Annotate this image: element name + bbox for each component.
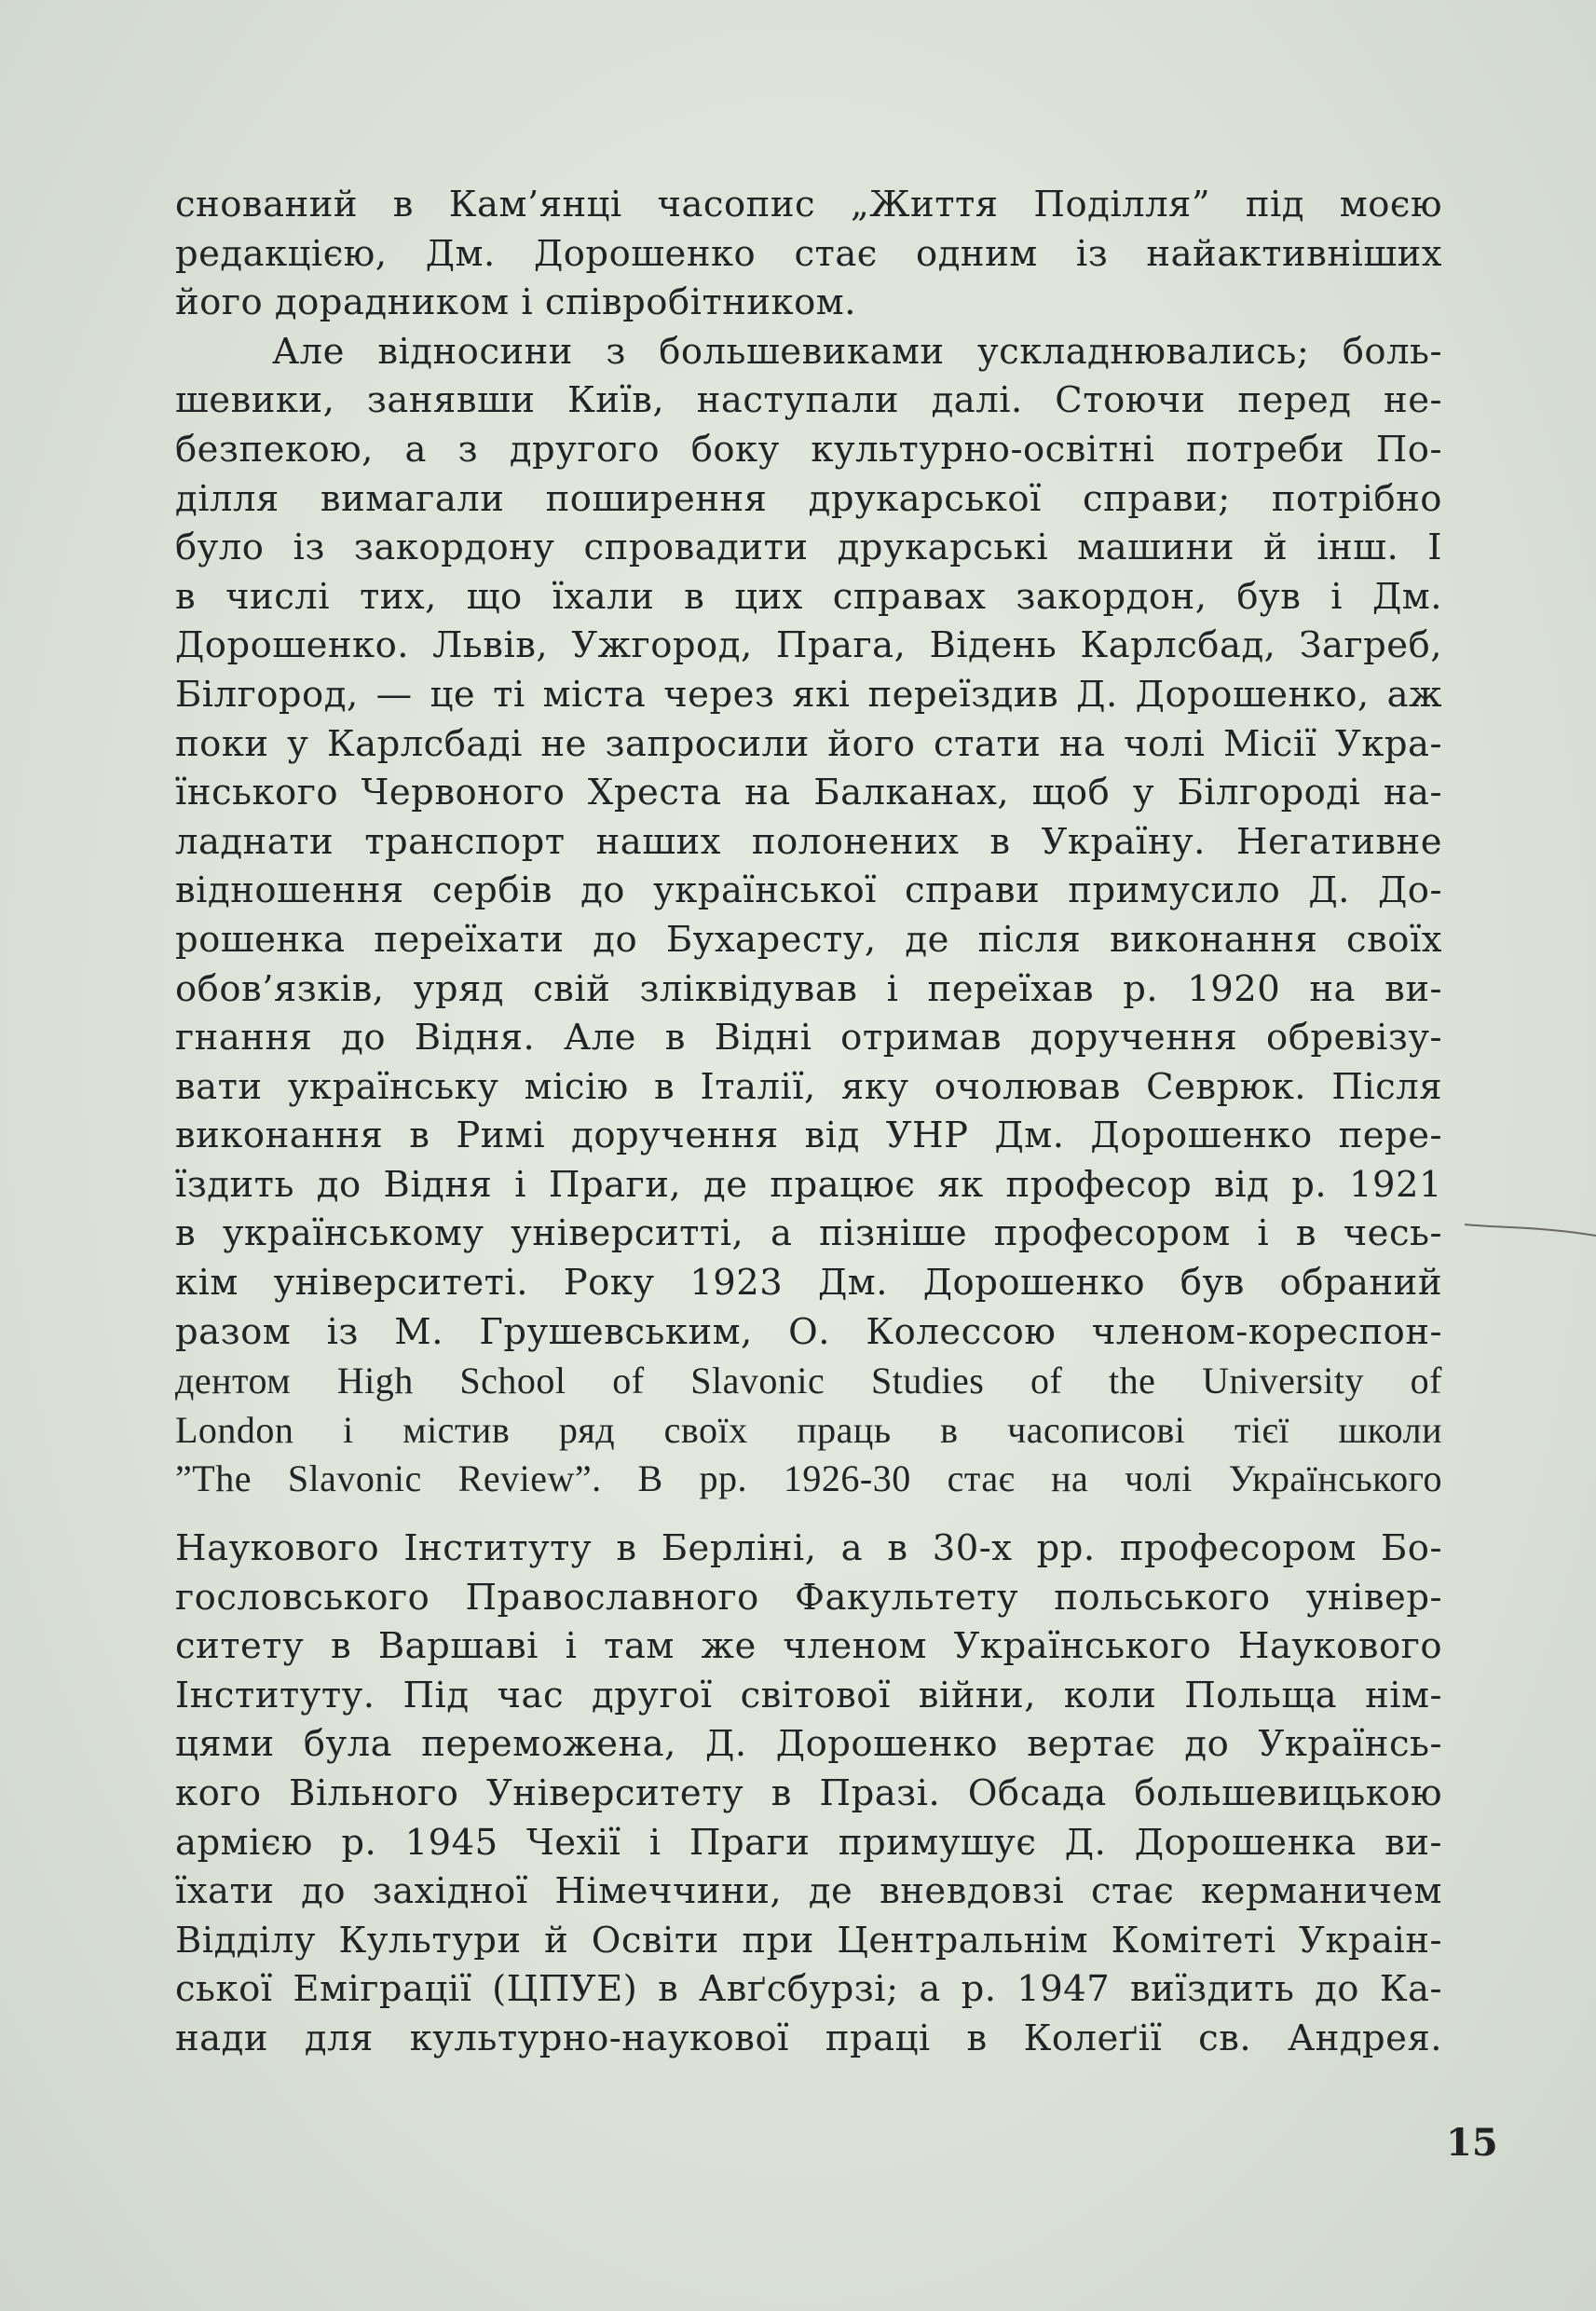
text-line: вати українську місію в Італії, яку очолював Севрюк. Після <box>175 1065 1442 1108</box>
text-line: обов’язків, уряд свій зліквідував і переїхав р. 1920 на ви- <box>175 967 1442 1010</box>
text-line: Але відносини з большевиками ускладнювались; боль- <box>272 330 1442 373</box>
paper-crack-mark <box>1465 1215 1596 1243</box>
text-line: Відділу Культури й Освіти при Центральнім Комітеті Украін- <box>175 1919 1442 1962</box>
line-gap <box>175 1504 1442 1525</box>
text-line: їнського Червоного Хреста на Балканах, щоб у Білгороді на- <box>175 772 1442 814</box>
page-number: 15 <box>1446 2121 1498 2165</box>
text-line: ділля вимагали поширення друкарської справи; потрібно <box>175 477 1442 520</box>
text-line: Інституту. Під час другої світової війни, коли Польща нім- <box>175 1674 1442 1716</box>
text-line: поки у Карлсбаді не запросили його стати на чолі Місії Укра- <box>175 722 1442 765</box>
text-line: їздить до Відня і Праги, де працює як професор від р. 1921 <box>175 1163 1442 1206</box>
text-line: виконання в Римі доручення від УНР Дм. Дорошенко пере- <box>175 1114 1442 1157</box>
text-line: London і містив ряд своїх праць в часописові тієї школи <box>175 1408 1442 1451</box>
text-line: гнання до Відня. Але в Відні отримав доручення обревізу- <box>175 1017 1442 1060</box>
text-line: його дорадником і співробітником. <box>175 281 856 324</box>
text-line: редакцією, Дм. Дорошенко стає одним із найактивніших <box>175 232 1442 275</box>
text-line: гословського Православного Факультету польського універ- <box>175 1576 1442 1619</box>
text-line: нади для культурно-наукової праці в Колеґії св. Андрея. <box>175 2017 1442 2059</box>
text-line: ської Еміграції (ЦПУЕ) в Авґсбурзі; а р. 1947 виїздить до Ка- <box>175 1968 1442 2011</box>
text-line: цями була переможена, Д. Дорошенко вертає до Українсь- <box>175 1723 1442 1766</box>
text-line: дентом High School of Slavonic Studies of the University of <box>175 1360 1442 1402</box>
text-line: ладнати транспорт наших полонених в Україну. Негативне <box>175 820 1442 863</box>
text-line: кім університеті. Року 1923 Дм. Дорошенко був обраний <box>175 1262 1442 1305</box>
text-line: Наукового Інституту в Берліні, а в 30-х рр. професором Бо- <box>175 1527 1442 1570</box>
text-line: ситету в Варшаві і там же членом Українського Наукового <box>175 1625 1442 1668</box>
text-line: Білгород, — це ті міста через які переїздив Д. Дорошенко, аж <box>175 673 1442 716</box>
text-line: ”The Slavonic Review”. В рр. 1926-30 стає на чолі Українського <box>175 1457 1442 1500</box>
text-line: кого Вільного Університету в Празі. Обсада большевицькою <box>175 1772 1442 1814</box>
text-line: було із закордону спровадити друкарські машини й інш. І <box>175 526 1442 569</box>
text-line: в українському університті, а пізніше професором і в чесь- <box>175 1212 1442 1255</box>
text-line: рошенка переїхати до Бухаресту, де після виконання своїх <box>175 918 1442 961</box>
text-line: разом із М. Грушевським, О. Колессою членом-кореспон- <box>175 1310 1442 1353</box>
body-text <box>175 181 1442 2064</box>
text-line: шевики, занявши Київ, наступали далі. Стоючи перед не- <box>175 379 1442 422</box>
text-line: безпекою, а з другого боку культурно-освітні потреби По- <box>175 428 1442 471</box>
text-line: снований в Кам’янці часопис „Життя Поділля” під моєю <box>175 184 1442 226</box>
text-line: Дорошенко. Львів, Ужгород, Прага, Відень Карлсбад, Загреб, <box>175 624 1442 667</box>
text-line: в числі тих, що їхали в цих справах закордон, був і Дм. <box>175 575 1442 618</box>
text-line: їхати до західної Німеччини, де вневдовзі стає керманичем <box>175 1870 1442 1913</box>
text-line: відношення сербів до української справи примусило Д. До- <box>175 869 1442 912</box>
text-line: армією р. 1945 Чехії і Праги примушує Д. Дорошенка ви- <box>175 1821 1442 1864</box>
